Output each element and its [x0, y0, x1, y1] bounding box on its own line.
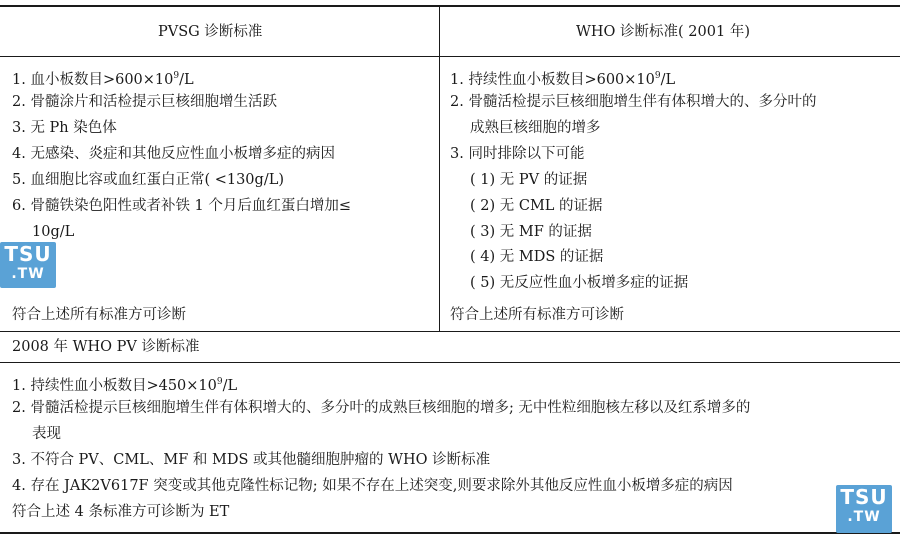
right-subitem-1: ( 1) 无 PV 的证据: [470, 172, 588, 188]
section2-item-2: 2. 骨髓活检提示巨核细胞增生伴有体积增大的、多分叶的成熟巨核细胞的增多; 无中性粒细胞核左移以及红系增多的: [12, 400, 751, 416]
right-item-2: 2. 骨髓活检提示巨核细胞增生伴有体积增大的、多分叶的: [450, 94, 817, 110]
right-item-3: 3. 同时排除以下可能: [450, 146, 585, 162]
left-item-5: 5. 血细胞比容或血红蛋白正常( <130g/L): [12, 172, 284, 188]
header-right: WHO 诊断标准( 2001 年): [576, 24, 750, 40]
watermark-logo-right: TSU .TW: [836, 485, 892, 533]
right-footer: 符合上述所有标准方可诊断: [450, 307, 624, 323]
section2-item-1: 1. 持续性血小板数目$>450\times 10^9/L$: [12, 377, 238, 394]
right-subitem-5: ( 5) 无反应性血小板增多症的证据: [470, 275, 689, 291]
section2-footer: 符合上述 4 条标准方可诊断为 ET: [12, 504, 230, 520]
watermark-logo-left: TSU .TW: [0, 242, 56, 288]
right-subitem-2: ( 2) 无 CML 的证据: [470, 198, 603, 214]
left-item-6-cont: 10g/L: [32, 224, 75, 240]
header-left: PVSG 诊断标准: [158, 24, 263, 40]
right-subitem-3: ( 3) 无 MF 的证据: [470, 224, 592, 240]
section2-header-rule: [0, 362, 900, 363]
left-item-1: 1. 血小板数目$>600\times 10^9/L$: [12, 71, 194, 88]
section2-item-2-cont: 表现: [32, 426, 61, 442]
top-rule: [0, 5, 900, 7]
section2-header: 2008 年 WHO PV 诊断标准: [12, 339, 200, 355]
right-item-1: 1. 持续性血小板数目$>600\times 10^9/L$: [450, 71, 676, 88]
left-item-6: 6. 骨髓铁染色阳性或者补铁 1 个月后血红蛋白增加≤: [12, 198, 352, 214]
left-footer: 符合上述所有标准方可诊断: [12, 307, 186, 323]
header-rule: [0, 56, 900, 57]
bottom-rule: [0, 532, 900, 534]
left-item-3: 3. 无 Ph 染色体: [12, 120, 117, 136]
left-item-4: 4. 无感染、炎症和其他反应性血小板增多症的病因: [12, 146, 335, 162]
right-item-2-cont: 成熟巨核细胞的增多: [470, 120, 601, 136]
section2-item-3: 3. 不符合 PV、CML、MF 和 MDS 或其他髓细胞肿瘤的 WHO 诊断标准: [12, 452, 491, 468]
right-subitem-4: ( 4) 无 MDS 的证据: [470, 249, 604, 265]
section2-item-4: 4. 存在 JAK2V617F 突变或其他克隆性标记物; 如果不存在上述突变,则要求除外其他反应性血小板增多症的病因: [12, 478, 733, 494]
column-divider: [439, 6, 440, 331]
section-rule: [0, 331, 900, 332]
left-item-2: 2. 骨髓涂片和活检提示巨核细胞增生活跃: [12, 94, 277, 110]
